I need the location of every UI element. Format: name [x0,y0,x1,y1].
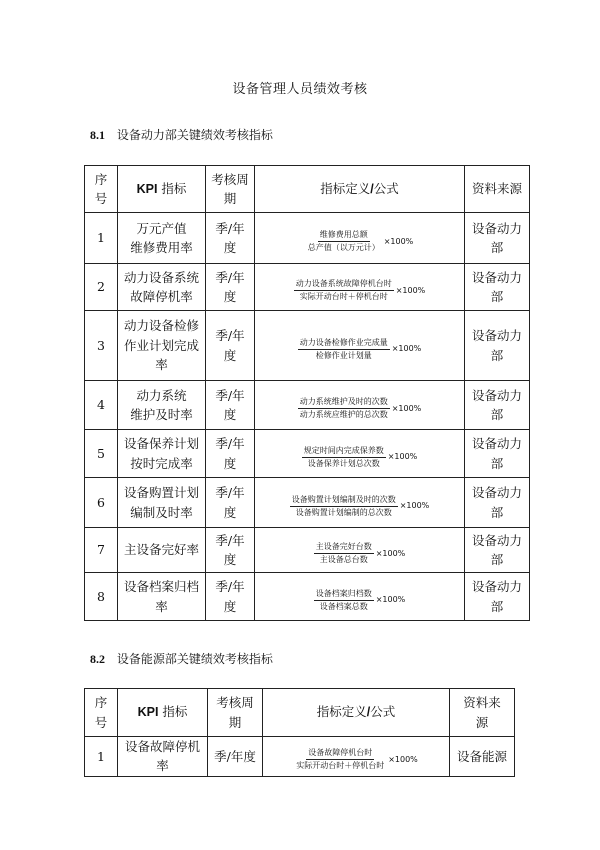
cell-seq: 7 [85,528,118,573]
table-row [85,213,530,264]
table-row [85,430,530,478]
cell-kpi [118,573,206,621]
cell-period [206,573,255,621]
formula-denominator: 动力系统应维护的总次数 [299,410,388,419]
table-row [85,311,530,381]
kpi-line: 率 [155,598,168,614]
cell-period [208,737,263,777]
header-definition: 指标定义/公式 [255,166,465,213]
kpi-line: 设备档案归档 [123,579,199,595]
source-line: 部 [490,552,504,567]
formula-numerator: 动力设备系统故障停机台时 [294,279,394,291]
period-line: 季/年 [215,579,245,595]
cell-formula [255,528,465,573]
table-row [85,528,530,573]
cell-formula [255,264,465,311]
table-row [85,264,530,311]
kpi-line: 故障停机率 [130,289,193,304]
formula-factor: ×100% [388,754,418,764]
cell-seq: 8 [85,573,118,621]
document-title: 设备管理人员绩效考核 [232,82,368,97]
source-line: 设备动力 [471,328,522,344]
formula-denominator: 设备保养计划总次数 [307,458,380,468]
fraction [294,748,386,771]
cell-formula [255,381,465,430]
cell-source [465,573,530,621]
kpi-line: 动力系统 [136,387,187,403]
formula-denominator: 设备档案总数 [319,601,368,611]
source-line: 设备动力 [471,436,522,452]
formula-factor: ×100% [395,285,426,295]
kpi-table-power-dept [84,165,530,621]
cell-source [465,528,530,573]
formula-factor: ×100% [399,501,430,510]
formula [298,397,422,420]
source-line: 部 [490,407,504,422]
source-line: 部 [490,240,504,255]
kpi-line: 维护及时率 [130,407,193,422]
cell-kpi [118,737,208,777]
kpi-line: 按时完成率 [130,455,193,471]
cell-kpi [118,381,206,430]
fraction [314,589,374,612]
cell-period [206,264,255,311]
header-seq: 序 号 [85,689,118,737]
formula [314,589,406,612]
source-line: 设备能源 [456,748,507,764]
source-line: 设备动力 [471,485,522,501]
cell-seq: 6 [85,478,118,528]
cell-formula [263,737,450,777]
kpi-line: 动力设备检修 [123,318,199,334]
formula-numerator: 设备档案归档数 [314,589,374,601]
table-row [85,737,515,777]
formula-denominator: 检修作业计划量 [315,350,372,360]
table-header-row [85,689,515,737]
source-line: 设备动力 [471,269,522,285]
formula [290,495,430,518]
period-line: 度 [223,455,237,471]
kpi-line: 万元产值 [136,220,187,236]
cell-period [206,528,255,573]
formula-denominator: 实际开动台时＋停机台时 [299,292,388,301]
cell-formula [255,213,465,264]
formula-denominator: 设备购置计划编制的总次数 [295,507,392,517]
section-number: 8.2 [90,652,105,666]
header-period: 考核周 期 [206,166,255,213]
cell-seq: 4 [85,381,118,430]
fraction [290,495,398,518]
cell-kpi [118,478,206,528]
formula-factor: ×100% [391,344,422,353]
cell-source [450,737,515,777]
source-line: 设备动力 [471,579,522,595]
formula-denominator: 总产值（以万元计） [307,243,380,252]
source-line: 部 [490,598,504,614]
formula-numerator: 动力设备检修作业完成量 [298,338,390,350]
formula [302,446,418,469]
kpi-line: 主设备完好率 [123,542,199,558]
table-row [85,381,530,430]
cell-formula [255,573,465,621]
formula [298,338,422,361]
kpi-table-energy-dept [84,688,515,777]
formula-numerator: 动力系统维护及时的次数 [298,397,390,409]
cell-source [465,213,530,264]
cell-kpi [118,264,206,311]
header-period: 考核周 期 [208,689,263,737]
formula-denominator: 主设备总台数 [319,555,368,564]
formula-numerator: 主设备完好台数 [314,542,374,554]
formula [294,748,418,771]
kpi-line: 设备购置计划 [123,485,199,501]
fraction [294,279,394,302]
section-heading-8-2 [90,650,273,667]
cell-kpi [118,213,206,264]
cell-source [465,430,530,478]
period-line: 度 [223,552,237,567]
cell-period [206,430,255,478]
period-line: 度 [223,289,237,304]
cell-source [465,381,530,430]
table-row [85,573,530,621]
period-line: 度 [223,347,237,363]
period-line: 季/年度 [214,748,256,764]
period-line: 度 [223,407,237,422]
formula-factor: ×100% [391,403,422,413]
source-line: 部 [490,455,504,471]
header-source: 资料来源 [465,166,530,213]
fraction [298,397,390,420]
header-definition: 指标定义/公式 [263,689,450,737]
period-line: 度 [223,504,237,520]
cell-seq: 2 [85,264,118,311]
cell-kpi [118,430,206,478]
period-line: 度 [223,598,237,614]
formula-numerator: 设备购置计划编制及时的次数 [290,495,398,507]
formula [306,230,414,253]
period-line: 季/年 [215,485,245,501]
period-line: 季/年 [215,532,245,548]
period-line: 度 [223,240,237,255]
period-line: 季/年 [215,436,245,452]
kpi-line: 设备保养计划 [123,436,199,452]
cell-formula [255,478,465,528]
header-seq: 序 号 [85,166,118,213]
kpi-line: 维修费用率 [130,240,193,255]
fraction [302,446,386,469]
cell-seq: 1 [85,737,118,777]
formula-factor: ×100% [375,548,406,558]
formula-factor: ×100% [387,452,418,461]
period-line: 季/年 [215,387,245,403]
cell-formula [255,311,465,381]
cell-period [206,311,255,381]
cell-period [206,478,255,528]
period-line: 季/年 [215,269,245,285]
header-source: 资料来 源 [450,689,515,737]
kpi-line: 编制及时率 [130,504,193,520]
period-line: 季/年 [215,220,245,236]
source-line: 部 [490,347,504,363]
formula-numerator: 设备故障停机台时 [306,748,374,760]
source-line: 部 [490,289,504,304]
kpi-line: 作业计划完成 [123,337,199,353]
kpi-line: 设备故障停机率 [124,739,200,774]
period-line: 季/年 [215,328,245,344]
header-kpi: KPI 指标 [118,166,206,213]
cell-source [465,264,530,311]
formula-denominator: 实际开动台时＋停机台时 [296,761,385,771]
fraction [306,230,382,253]
source-line: 设备动力 [471,532,522,548]
section-heading-8-1 [90,126,273,143]
formula [294,279,426,302]
source-line: 设备动力 [471,220,522,236]
fraction [298,338,390,361]
cell-seq: 3 [85,311,118,381]
cell-seq: 5 [85,430,118,478]
kpi-line: 动力设备系统 [123,269,199,285]
section-number: 8.1 [90,128,105,142]
cell-source [465,311,530,381]
section-title: 设备动力部关键绩效考核指标 [116,128,273,142]
fraction [314,542,374,565]
cell-kpi [118,528,206,573]
header-kpi: KPI 指标 [118,689,208,737]
cell-kpi [118,311,206,381]
source-line: 部 [490,504,504,520]
cell-formula [255,430,465,478]
section-title: 设备能源部关键绩效考核指标 [116,652,273,666]
cell-period [206,381,255,430]
formula-factor: ×100% [375,595,406,604]
formula-numerator: 维修费用总额 [318,230,370,242]
table-header-row [85,166,530,213]
formula [314,542,406,565]
source-line: 设备动力 [471,387,522,403]
kpi-line: 率 [155,357,168,373]
formula-factor: ×100% [383,236,414,246]
table-row [85,478,530,528]
cell-seq: 1 [85,213,118,264]
cell-source [465,478,530,528]
formula-numerator: 规定时间内完成保养数 [302,446,386,458]
cell-period [206,213,255,264]
